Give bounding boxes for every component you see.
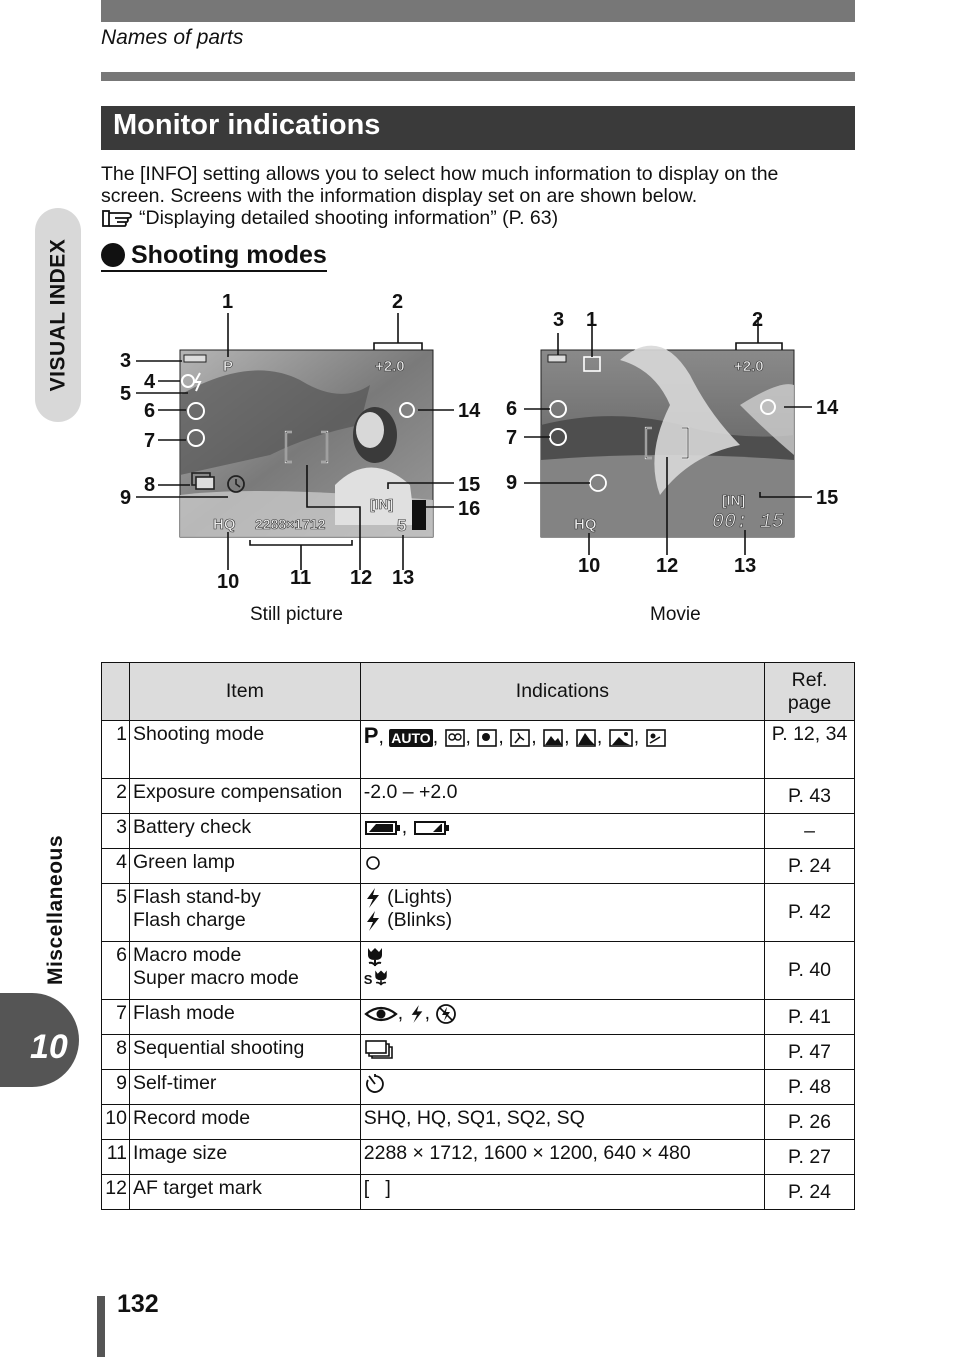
table-row: [102, 1070, 855, 1105]
night-scene-mode-icon: [608, 728, 634, 748]
landscape-mode-icon: [575, 728, 597, 748]
row-item-line-1: Flash stand-by: [132, 886, 261, 908]
sports-mode-icon: [509, 728, 531, 748]
row-ref: P. 42: [765, 884, 855, 942]
row-num: 5: [102, 884, 130, 942]
row-item: AF target mark: [129, 1175, 360, 1210]
row-item: Record mode: [129, 1105, 360, 1140]
lightning-icon: [409, 1003, 425, 1025]
movie-callout-7: 7: [506, 427, 518, 449]
battery-full-icon: [364, 819, 402, 837]
row-ref: P. 43: [765, 779, 855, 814]
still-callout-6: 6: [144, 400, 156, 422]
still-callout-10: 10: [217, 571, 240, 593]
row-indications: [360, 814, 764, 849]
row-indications: [360, 942, 764, 1000]
row-num: 8: [102, 1035, 130, 1070]
still-callout-7: 7: [144, 430, 156, 452]
still-callout-12: 12: [350, 567, 373, 589]
still-caption: Still picture: [250, 604, 343, 625]
still-callout-16: 16: [458, 498, 481, 520]
movie-memory-text: [IN]: [722, 492, 746, 508]
row-ref: P. 27: [765, 1140, 855, 1175]
mode-p-symbol: P: [363, 723, 379, 748]
row-ref: P. 40: [765, 942, 855, 1000]
row-item: Green lamp: [129, 849, 360, 884]
separator: ,: [401, 816, 413, 838]
table-row: [102, 884, 855, 942]
table-row: [102, 721, 855, 779]
row-num: 6: [102, 942, 130, 1000]
monitor-diagrams: [100, 285, 860, 635]
misc-tab-label: Miscellaneous: [44, 834, 67, 986]
flash-lights-text: (Lights): [387, 886, 453, 908]
bullet-icon: [101, 243, 125, 267]
row-indications: [360, 1035, 764, 1070]
movie-exposure-text: +2.0: [734, 358, 764, 375]
still-quality-text: HQ: [213, 516, 236, 533]
breadcrumb: Names of parts: [101, 26, 244, 49]
row-num: 9: [102, 1070, 130, 1105]
separator: ,: [397, 1002, 409, 1024]
row-num: 10: [102, 1105, 130, 1140]
still-mode-text: P: [223, 358, 234, 375]
page-number-bar: [97, 1296, 105, 1357]
still-memory-text: [IN]: [370, 496, 394, 512]
row-item: Battery check: [129, 814, 360, 849]
super-macro-icon: [372, 967, 390, 987]
intro-line-2: screen. Screens with the information display set on are shown below.: [101, 185, 698, 207]
header-bar: [101, 0, 855, 22]
row-item: Self-timer: [129, 1070, 360, 1105]
timer-icon: [364, 1073, 386, 1095]
lightning-icon: [364, 887, 382, 909]
row-item-line-2: Flash charge: [132, 909, 246, 931]
flash-off-icon: [435, 1003, 457, 1025]
movie-callout-3: 3: [553, 309, 565, 331]
misc-tab-label-wrap: [26, 820, 86, 1000]
still-callout-9: 9: [120, 487, 132, 509]
movie-callout-15: 15: [816, 487, 839, 509]
stacked-frames-icon: [364, 1039, 394, 1059]
super-macro-s: S: [363, 972, 373, 987]
row-num: 7: [102, 1000, 130, 1035]
row-ref: P. 41: [765, 1000, 855, 1035]
header-num: [102, 663, 130, 721]
still-callout-8: 8: [144, 474, 156, 496]
row-indications: [360, 721, 764, 779]
still-callout-1: 1: [222, 291, 234, 313]
lightning-icon: [364, 910, 382, 932]
section-heading-text: Shooting modes: [131, 241, 327, 269]
row-indications: 2288 × 1712, 1600 × 1200, 640 × 480: [360, 1140, 764, 1175]
visual-index-tab-label: VISUAL INDEX: [46, 238, 69, 392]
eye-icon: [364, 1004, 398, 1024]
page-title: Monitor indications: [113, 109, 381, 141]
still-callout-13: 13: [392, 567, 415, 589]
row-indications: [360, 1000, 764, 1035]
table-header-row: [102, 663, 855, 721]
still-callout-4: 4: [144, 371, 156, 393]
row-indications: [ ]: [360, 1175, 764, 1210]
separator: ,: [498, 726, 510, 748]
page-number: 132: [117, 1290, 159, 1318]
movie-callout-14: 14: [816, 397, 839, 419]
still-callout-15: 15: [458, 474, 481, 496]
row-item: Image size: [129, 1140, 360, 1175]
table-row: [102, 1105, 855, 1140]
visual-index-tab-label-wrap: [35, 208, 81, 422]
row-num: 12: [102, 1175, 130, 1210]
table-row: [102, 1175, 855, 1210]
movie-quality-text: HQ: [574, 516, 597, 533]
row-item-line-1: Macro mode: [132, 944, 242, 966]
row-item: Exposure compensation: [129, 779, 360, 814]
flash-blinks-text: (Blinks): [387, 909, 453, 931]
table-row: [102, 814, 855, 849]
table-row: [102, 1140, 855, 1175]
row-ref: P. 24: [765, 849, 855, 884]
still-count-text: 5: [397, 516, 407, 535]
intro-reference: [101, 207, 855, 229]
table-row: [102, 779, 855, 814]
still-picture-screen: [180, 350, 433, 537]
row-num: 4: [102, 849, 130, 884]
table-row: [102, 849, 855, 884]
section-heading: [101, 240, 327, 272]
still-callout-3: 3: [120, 350, 132, 372]
portrait-mode-icon: [476, 728, 498, 748]
row-item: [129, 884, 360, 942]
separator: ,: [596, 726, 608, 748]
row-item: [129, 942, 360, 1000]
row-item-line-2: Super macro mode: [132, 967, 299, 989]
row-item: Shooting mode: [129, 721, 360, 779]
row-num: 2: [102, 779, 130, 814]
separator: ,: [633, 726, 645, 748]
row-ref: P. 48: [765, 1070, 855, 1105]
header-indications: Indications: [360, 663, 764, 721]
separator: ,: [465, 726, 477, 748]
still-callout-14: 14: [458, 400, 481, 422]
movie-callout-1: 1: [586, 309, 598, 331]
movie-time-text: 00: 15: [712, 511, 785, 534]
separator: ,: [531, 726, 543, 748]
separator: ,: [432, 726, 444, 748]
movie-callout-6: 6: [506, 398, 518, 420]
movie-callout-10: 10: [578, 555, 601, 577]
intro-text: [101, 163, 855, 229]
row-ref: P. 47: [765, 1035, 855, 1070]
row-num: 3: [102, 814, 130, 849]
table-row: [102, 1035, 855, 1070]
landscape-portrait-mode-icon: [542, 728, 564, 748]
row-indications: SHQ, HQ, SQ1, SQ2, SQ: [360, 1105, 764, 1140]
movie-callout-12: 12: [656, 555, 679, 577]
row-num: 11: [102, 1140, 130, 1175]
tulip-icon: [364, 945, 386, 967]
table-row: [102, 1000, 855, 1035]
row-indications: [360, 1070, 764, 1105]
still-size-text: 2288×1712: [255, 516, 326, 532]
header-item: Item: [129, 663, 360, 721]
intro-reference-text: “Displaying detailed shooting information” (P. 63): [139, 207, 559, 229]
separator: ,: [564, 726, 575, 748]
movie-callout-13: 13: [734, 555, 757, 577]
row-num: 1: [102, 721, 130, 779]
table-row: [102, 942, 855, 1000]
row-indications: -2.0 – +2.0: [360, 779, 764, 814]
header-rule: [101, 72, 855, 81]
self-portrait-mode-icon: [645, 728, 667, 748]
still-callout-2: 2: [392, 291, 404, 313]
separator: ,: [378, 726, 390, 748]
row-ref: –: [765, 814, 855, 849]
battery-low-icon: [413, 819, 451, 837]
mode-auto-symbol: AUTO: [391, 730, 431, 746]
row-item: Sequential shooting: [129, 1035, 360, 1070]
still-callout-5: 5: [120, 383, 132, 405]
row-ref: P. 26: [765, 1105, 855, 1140]
indications-table: [101, 662, 855, 1210]
row-indications: [360, 884, 764, 942]
movie-mode-icon: [444, 728, 466, 748]
movie-callout-9: 9: [506, 472, 518, 494]
still-exposure-text: +2.0: [375, 358, 405, 375]
row-ref: P. 12, 34: [765, 721, 855, 779]
chapter-number: 10: [30, 1028, 68, 1066]
reference-hand-icon: [101, 208, 137, 228]
row-item: Flash mode: [129, 1000, 360, 1035]
movie-caption: Movie: [650, 604, 701, 625]
still-callout-11: 11: [290, 567, 312, 589]
intro-line-1: The [INFO] setting allows you to select how much information to display on the: [101, 163, 779, 185]
header-ref: Ref. page: [765, 663, 855, 721]
row-indications: [360, 849, 764, 884]
movie-callout-2: 2: [752, 309, 764, 331]
circle-icon: [364, 854, 382, 872]
separator: ,: [424, 1002, 436, 1024]
row-ref: P. 24: [765, 1175, 855, 1210]
